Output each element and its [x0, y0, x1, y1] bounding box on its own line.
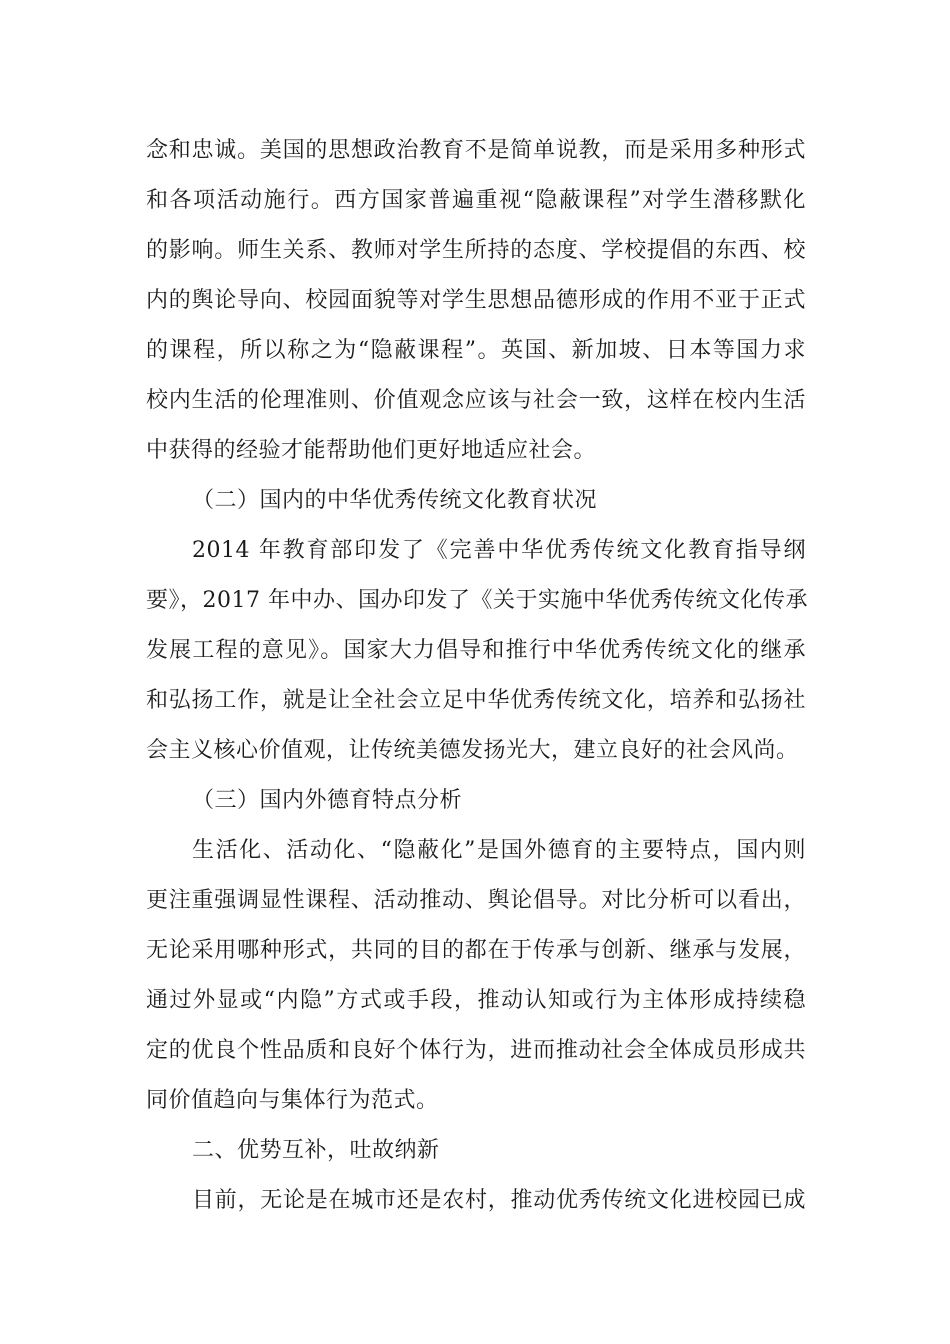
body-text-line: 无论采用哪种形式，共同的目的都在于传承与创新、继承与发展， — [146, 938, 806, 963]
body-text-line: 更注重强调显性课程、活动推动、舆论倡导。对比分析可以看出， — [146, 888, 806, 913]
section-heading: （二）国内的中华优秀传统文化教育状况 — [192, 488, 598, 513]
body-text-line: 的课程，所以称之为“隐蔽课程”。英国、新加坡、日本等国力求 — [146, 338, 806, 363]
section-heading: （三）国内外德育特点分析 — [192, 788, 463, 813]
body-text-line: 的影响。师生关系、教师对学生所持的态度、学校提倡的东西、校 — [146, 238, 806, 263]
body-text-line: 目前，无论是在城市还是农村，推动优秀传统文化进校园已成 — [192, 1188, 806, 1213]
body-text-line: 校内生活的伦理准则、价值观念应该与社会一致，这样在校内生活 — [146, 388, 806, 413]
body-text-line: 和各项活动施行。西方国家普遍重视“隐蔽课程”对学生潜移默化 — [146, 188, 806, 213]
body-text-line: 和弘扬工作，就是让全社会立足中华优秀传统文化，培养和弘扬社 — [146, 688, 806, 713]
body-text-line: 同价值趋向与集体行为范式。 — [146, 1088, 439, 1113]
body-text-line: 会主义核心价值观，让传统美德发扬光大，建立良好的社会风尚。 — [146, 738, 799, 763]
body-text-line: 生活化、活动化、“隐蔽化”是国外德育的主要特点，国内则 — [192, 838, 806, 863]
body-text-line: 要》，2017 年中办、国办印发了《关于实施中华优秀传统文化传承 — [146, 588, 808, 613]
section-heading: 二、优势互补，吐故纳新 — [192, 1138, 440, 1163]
body-text-line: 中获得的经验才能帮助他们更好地适应社会。 — [146, 438, 597, 463]
body-text-line: 2014 年教育部印发了《完善中华优秀传统文化教育指导纲 — [192, 538, 806, 563]
body-text-line: 念和忠诚。美国的思想政治教育不是简单说教，而是采用多种形式 — [146, 138, 806, 163]
body-text-line: 发展工程的意见》。国家大力倡导和推行中华优秀传统文化的继承 — [146, 638, 806, 663]
body-text-line: 通过外显或“内隐”方式或手段，推动认知或行为主体形成持续稳 — [146, 988, 806, 1013]
body-text-line: 内的舆论导向、校园面貌等对学生思想品德形成的作用不亚于正式 — [146, 288, 806, 313]
body-text-line: 定的优良个性品质和良好个体行为，进而推动社会全体成员形成共 — [146, 1038, 806, 1063]
